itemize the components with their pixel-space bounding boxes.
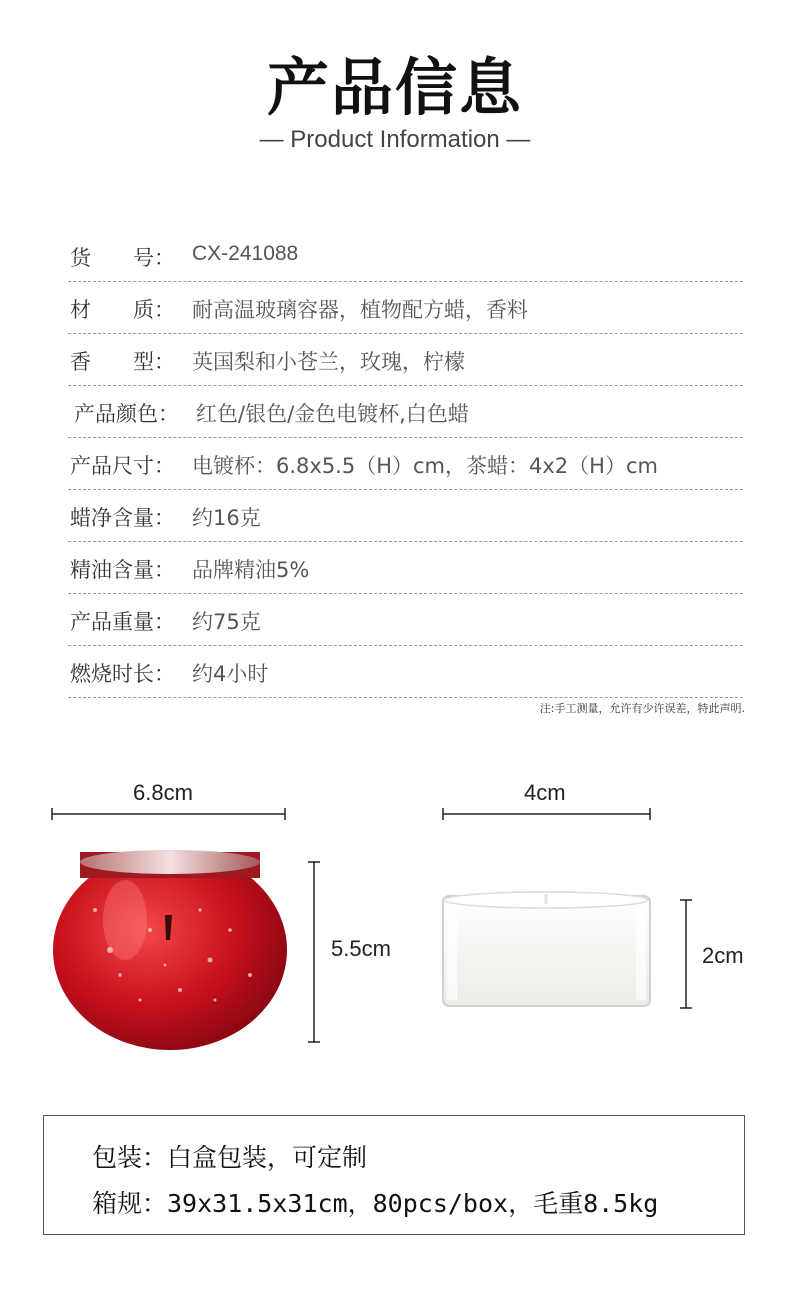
- spec-label: 香 型：: [70, 350, 175, 374]
- spec-label: 产品重量：: [70, 610, 175, 634]
- tealight-height-dimension-line: [680, 900, 692, 1008]
- spec-value: 英国梨和小苍兰，玫瑰，柠檬: [192, 350, 465, 374]
- tealight-width-dimension-line: [443, 808, 650, 820]
- spec-label: 产品尺寸：: [70, 454, 175, 478]
- cup-height-dimension-line: [308, 862, 320, 1042]
- spec-row-material: [68, 282, 743, 334]
- spec-value: 品牌精油5%: [192, 558, 310, 582]
- spec-row-wax-weight: [68, 490, 743, 542]
- white-tealight: [443, 892, 650, 1006]
- carton-spec-line: 箱规：39x31.5x31cm，80pcs/box，毛重8.5kg: [92, 1189, 659, 1218]
- page-title: 产品信息: [266, 51, 523, 124]
- spec-label: 材 质：: [70, 298, 175, 322]
- spec-label: 精油含量：: [70, 558, 175, 582]
- spec-row-burn-time: [68, 646, 743, 698]
- product-illustration: [0, 800, 790, 1080]
- page-subtitle: — Product Information —: [259, 126, 531, 153]
- spec-label: 货 号：: [70, 246, 175, 270]
- spec-value: 红色/银色/金色电镀杯,白色蜡: [196, 402, 469, 426]
- spec-row-oil: [68, 542, 743, 594]
- measurement-note: 注:手工测量，允许有少许误差，特此声明.: [539, 702, 745, 715]
- package-info-box: [43, 1115, 745, 1235]
- tealight-height-label: 2cm: [702, 943, 744, 968]
- spec-value: 约16克: [192, 506, 261, 530]
- spec-row-color: [68, 386, 743, 438]
- spec-value: CX-241088: [192, 242, 299, 265]
- spec-row-weight: [68, 594, 743, 646]
- spec-row-item-no: [68, 230, 743, 282]
- spec-value: 约4小时: [192, 662, 269, 686]
- spec-row-scent: [68, 334, 743, 386]
- cup-height-label: 5.5cm: [331, 936, 391, 961]
- cup-width-dimension-line: [52, 808, 285, 820]
- package-line: 包装：白盒包装，可定制: [92, 1143, 368, 1172]
- spec-value: 电镀杯：6.8x5.5（H）cm，茶蜡：4x2（H）cm: [192, 454, 658, 478]
- red-glass-cup: [53, 850, 287, 1050]
- spec-label: 燃烧时长：: [70, 662, 175, 686]
- spec-value: 耐高温玻璃容器，植物配方蜡，香料: [192, 298, 528, 322]
- cup-width-label: 6.8cm: [133, 780, 193, 805]
- spec-label: 蜡净含量：: [70, 506, 175, 530]
- spec-value: 约75克: [192, 610, 261, 634]
- tealight-width-label: 4cm: [524, 780, 566, 805]
- spec-label: 产品颜色：: [74, 402, 179, 426]
- spec-row-size: [68, 438, 743, 490]
